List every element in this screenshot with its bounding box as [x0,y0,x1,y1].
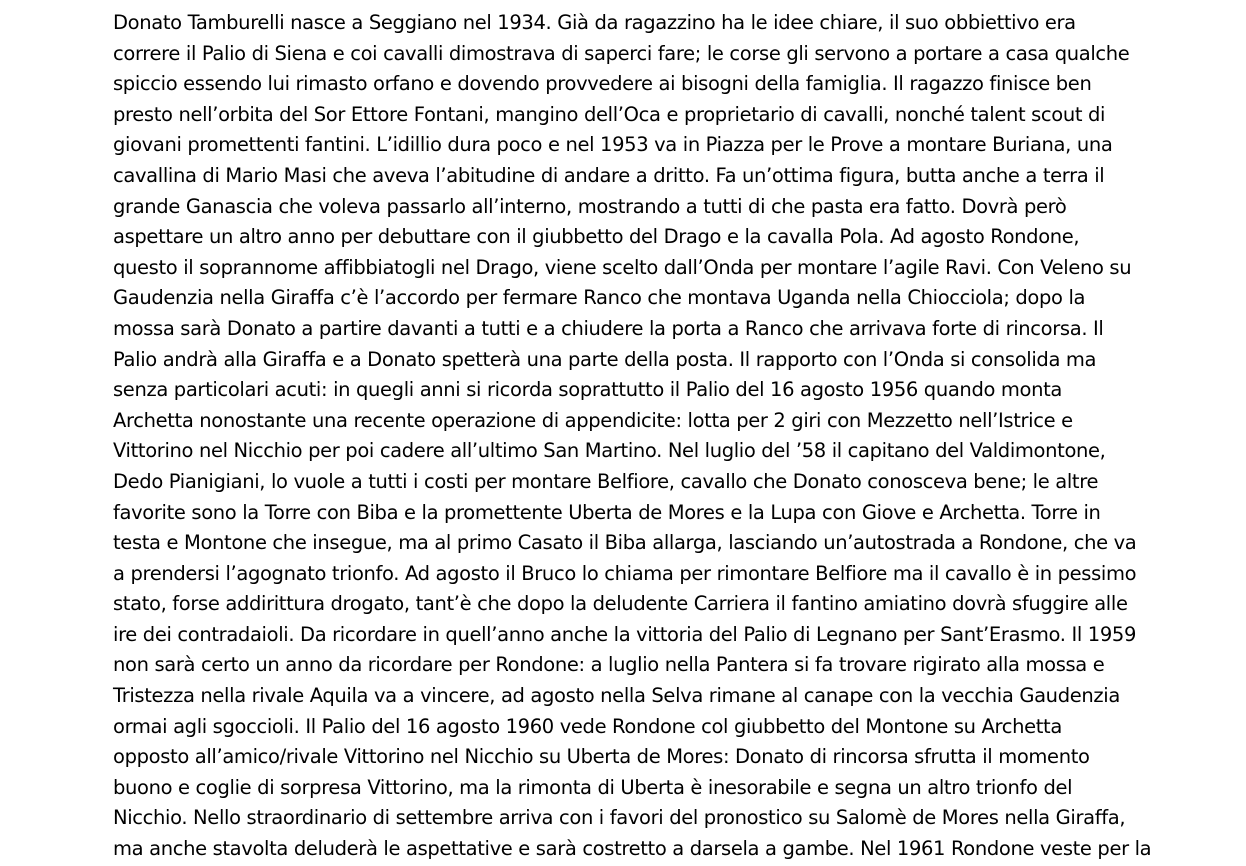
paragraph-line: Vittorino nel Nicchio per poi cadere all’ultimo San Martino. Nel luglio del ’58 il capitano del Valdimontone, [113,439,1106,463]
paragraph-line: grande Ganascia che voleva passarlo all’interno, mostrando a tutti di che pasta era fatto. Dovrà però [113,194,1067,218]
paragraph-line: ma anche stavolta deluderà le aspettative e sarà costretto a darsela a gambe. Nel 1961 Rondone veste per la [113,837,1152,861]
paragraph-line: Nicchio. Nello straordinario di settembre arriva con i favori del pronostico su Salomè de Mores nella Giraffa, [113,806,1126,830]
paragraph-line: senza particolari acuti: in quegli anni si ricorda soprattutto il Palio del 16 agosto 1956 quando monta [113,378,1063,402]
paragraph-line: cavallina di Mario Masi che aveva l’abitudine di andare a dritto. Fa un’ottima figura, butta anche a terra il [113,163,1105,187]
paragraph-line: Archetta nonostante una recente operazione di appendicite: lotta per 2 giri con Mezzetto nell’Istrice e [113,408,1073,432]
paragraph-line: a prendersi l’agognato trionfo. Ad agosto il Bruco lo chiama per rimontare Belfiore ma il cavallo è in pessimo [113,561,1137,585]
paragraph-line: Donato Tamburelli nasce a Seggiano nel 1934. Già da ragazzino ha le idee chiare, il suo obbiettivo era [113,11,1076,34]
paragraph-line: favorite sono la Torre con Biba e la promettente Uberta de Mores e la Lupa con Giove e Archetta. Torre in [113,500,1101,524]
paragraph-line: presto nell’orbita del Sor Ettore Fontani, mangino dell’Oca e proprietario di cavalli, nonché talent scout di [113,102,1106,126]
paragraph-line: giovani promettenti fantini. L’idillio dura poco e nel 1953 va in Piazza per le Prove a montare Buriana, una [113,133,1113,157]
paragraph-line: opposto all’amico/rivale Vittorino nel Nicchio su Uberta de Mores: Donato di rincorsa sfrutta il momento [113,745,1090,769]
paragraph-line: spiccio essendo lui rimasto orfano e dovendo provvedere ai bisogni della famiglia. Il ragazzo finisce ben [113,72,1092,96]
paragraph-line: stato, forse addirittura drogato, tant’è che dopo la deludente Carriera il fantino amiatino dovrà sfuggire alle [113,592,1128,616]
paragraph-line: ire dei contradaioli. Da ricordare in quell’anno anche la vittoria del Palio di Legnano per Sant’Erasmo. Il 1959 [113,622,1137,646]
paragraph-line: Gaudenzia nella Giraffa c’è l’accordo per fermare Ranco che montava Uganda nella Chiocciola; dopo la [113,286,1086,310]
paragraph-line: mossa sarà Donato a partire davanti a tutti e a chiudere la porta a Ranco che arrivava forte di rincorsa. Il [113,316,1104,340]
paragraph-line: Palio andrà alla Giraffa e a Donato spetterà una parte della posta. Il rapporto con l’Onda si consolida ma [113,347,1097,371]
paragraph-line: ormai agli sgoccioli. Il Palio del 16 agosto 1960 vede Rondone col giubbetto del Montone su Archetta [113,714,1062,738]
paragraph-line: correre il Palio di Siena e coi cavalli dimostrava di saperci fare; le corse gli servono a portare a casa qualche [113,41,1130,65]
paragraph-line: Tristezza nella rivale Aquila va a vincere, ad agosto nella Selva rimane al canape con la vecchia Gaudenzia [113,684,1120,708]
paragraph-line: aspettare un altro anno per debuttare con il giubbetto del Drago e la cavalla Pola. Ad agosto Rondone, [113,225,1080,249]
body-paragraph [113,8,1173,865]
paragraph-line: Dedo Pianigiani, lo vuole a tutti i costi per montare Belfiore, cavallo che Donato conosceva bene; le altre [113,469,1099,493]
paragraph-line: questo il soprannome affibbiatogli nel Drago, viene scelto dall’Onda per montare l’agile Ravi. Con Veleno su [113,255,1132,279]
paragraph-line: testa e Montone che insegue, ma al primo Casato il Biba allarga, lasciando un’autostrada a Rondone, che va [113,531,1137,555]
paragraph-line: non sarà certo un anno da ricordare per Rondone: a luglio nella Pantera si fa trovare rigirato alla mossa e [113,653,1105,677]
paragraph-line: buono e coglie di sorpresa Vittorino, ma la rimonta di Uberta è inesorabile e segna un altro trionfo del [113,775,1073,799]
